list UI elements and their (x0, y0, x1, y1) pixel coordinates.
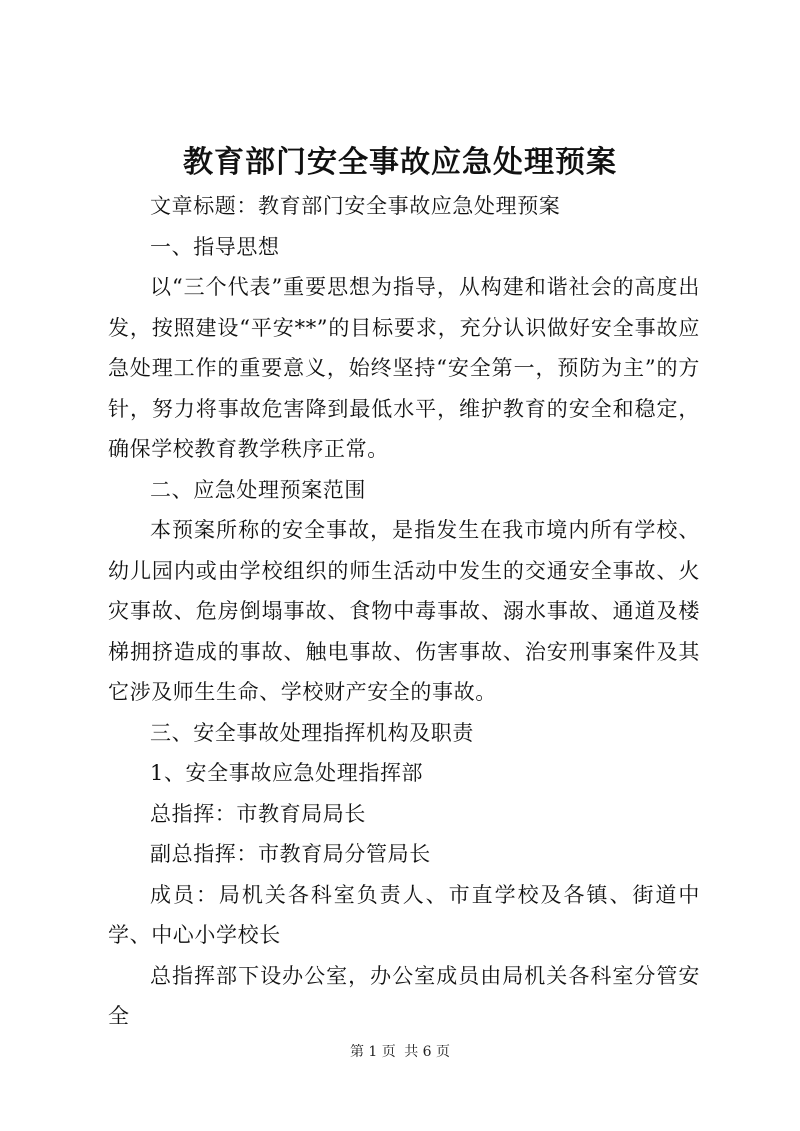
page-number: 第 1 页 (349, 1044, 396, 1060)
paragraph-deputy-commander: 副总指挥：市教育局分管局长 (150, 842, 431, 866)
paragraph-office: 总指挥部下设办公室，办公室成员由局机关各科室分管安全 (108, 963, 700, 1028)
document-title: 教育部门安全事故应急处理预案 (183, 145, 617, 180)
page-footer (0, 1042, 800, 1062)
heading-guiding-ideology: 一、指导思想 (150, 234, 280, 259)
paragraph-commander: 总指挥：市教育局局长 (150, 801, 366, 826)
heading-command-organization: 三、安全事故处理指挥机构及职责 (150, 720, 474, 745)
paragraph-article-title: 文章标题：教育部门安全事故应急处理预案 (150, 194, 561, 218)
document-body (108, 186, 700, 1037)
page-total: 共 6 页 (404, 1044, 451, 1060)
subheading-command-headquarters: 1、安全事故应急处理指挥部 (150, 761, 424, 785)
heading-plan-scope: 二、应急处理预案范围 (150, 477, 366, 502)
paragraph-guiding-ideology: 以“三个代表”重要思想为指导，从构建和谐社会的高度出发，按照建设“平安**”的目标要求，充分认识做好安全事故应急处理工作的重要意义，始终坚持“安全第一，预防为主”的方针，努力将事故危害降到最低水平，维护教育的安全和稳定，确保学校教育教学秩序正常。 (108, 275, 700, 461)
paragraph-plan-scope: 本预案所称的安全事故，是指发生在我市境内所有学校、幼儿园内或由学校组织的师生活动中发生的交通安全事故、火灾事故、危房倒塌事故、食物中毒事故、溺水事故、通道及楼梯拥挤造成的事故、触电事故、伤害事故、治安刑事案件及其它涉及师生生命、学校财产安全的事故。 (108, 518, 700, 704)
paragraph-members: 成员：局机关各科室负责人、市直学校及各镇、街道中学、中心小学校长 (108, 882, 700, 947)
